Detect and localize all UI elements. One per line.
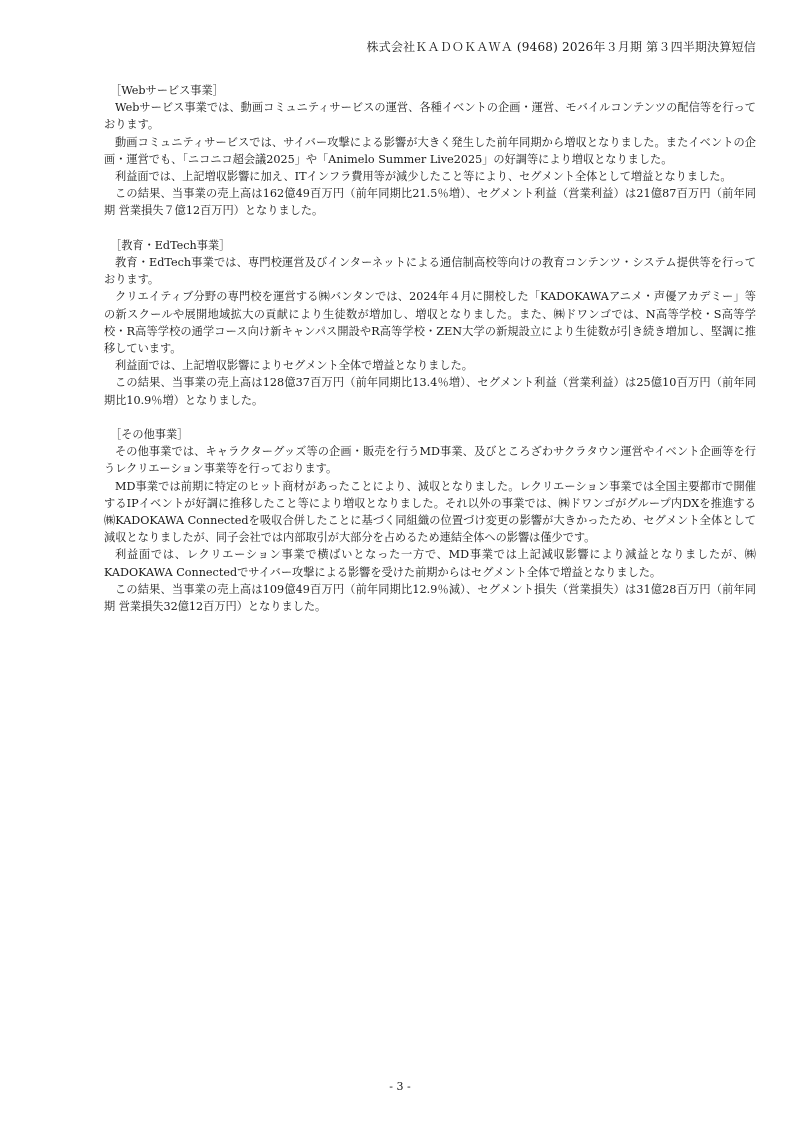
paragraph: その他事業では、キャラクターグッズ等の企画・販売を行うMD事業、及びところざわサクラタウン運営やイベント企画等を行うレクリエーション事業等を行っております。 (104, 445, 756, 476)
paragraph: Webサービス事業では、動画コミュニティサービスの運営、各種イベントの企画・運営、モバイルコンテンツの配信等を行っております。 (104, 101, 756, 132)
document-body (104, 82, 756, 632)
paragraph: 動画コミュニティサービスでは、サイバー攻撃による影響が大きく発生した前年同期から増収となりました。またイベントの企画・運営でも、「ニコニコ超会議2025」や「Animelo Summer Live2025」の好調等により増収となりました。 (104, 135, 756, 166)
section-other-businesses (104, 426, 756, 615)
paragraph: MD事業では前期に特定のヒット商材があったことにより、減収となりました。レクリエーション事業では全国主要都市で開催するIPイベントが好調に推移したこと等により増収となりました。それ以外の事業では、㈱ドワンゴがグループ内DXを推進する㈱KADOKAWA Connectedを吸収合併したことに基づく同組織の位置づけ変更の影響が大きかったため、セグメント全体として減収となりましたが、同子会社では内部取引が大部分を占めるため連結全体への影響は僅少です。 (104, 479, 756, 545)
paragraph: この結果、当事業の売上高は128億37百万円（前年同期比13.4％増）、セグメント利益（営業利益）は25億10百万円（前年同期比10.9％増）となりました。 (104, 376, 756, 407)
paragraph: 利益面では、上記増収影響によりセグメント全体で増益となりました。 (115, 359, 473, 373)
section-title: ［Webサービス事業］ (110, 84, 224, 97)
section-title: ［教育・EdTech事業］ (110, 238, 231, 252)
paragraph: 利益面では、レクリエーション事業で横ばいとなった一方で、MD事業では上記減収影響により減益となりましたが、㈱KADOKAWA Connectedでサイバー攻撃による影響を受けた前期からはセグメント全体で増益となりました。 (104, 548, 756, 579)
paragraph: クリエイティブ分野の専門校を運営する㈱バンタンでは、2024年４月に開校した「KADOKAWAアニメ・声優アカデミー」等の新スクールや展開地域拡大の貢献により生徒数が増加し、増収となりました。また、㈱ドワンゴでは、N高等学校・S高等学校・R高等学校の通学コース向け新キャンパス開設やR高等学校・ZEN大学の新規設立により生徒数が引き続き増加し、堅調に推移しています。 (104, 290, 756, 356)
page-number: - 3 - (389, 1080, 411, 1093)
section-title: ［その他事業］ (110, 428, 189, 442)
section-web-services (104, 82, 756, 220)
section-education-edtech (104, 237, 756, 409)
paragraph: この結果、当事業の売上高は109億49百万円（前年同期比12.9％減）、セグメント損失（営業損失）は31億28百万円（前年同期 営業損失32億12百万円）となりました。 (104, 582, 756, 614)
paragraph: 利益面では、上記増収影響に加え、ITインフラ費用等が減少したこと等により、セグメント全体として増益となりました。 (115, 170, 732, 184)
document-header: 株式会社ＫＡＤＯＫＡＷＡ (9468) 2026年３月期 第３四半期決算短信 (366, 40, 756, 54)
paragraph: この結果、当事業の売上高は162億49百万円（前年同期比21.5％増）、セグメント利益（営業利益）は21億87百万円（前年同期 営業損失７億12百万円）となりました。 (104, 187, 756, 218)
paragraph: 教育・EdTech事業では、専門校運営及びインターネットによる通信制高校等向けの教育コンテンツ・システム提供等を行っております。 (104, 256, 756, 287)
